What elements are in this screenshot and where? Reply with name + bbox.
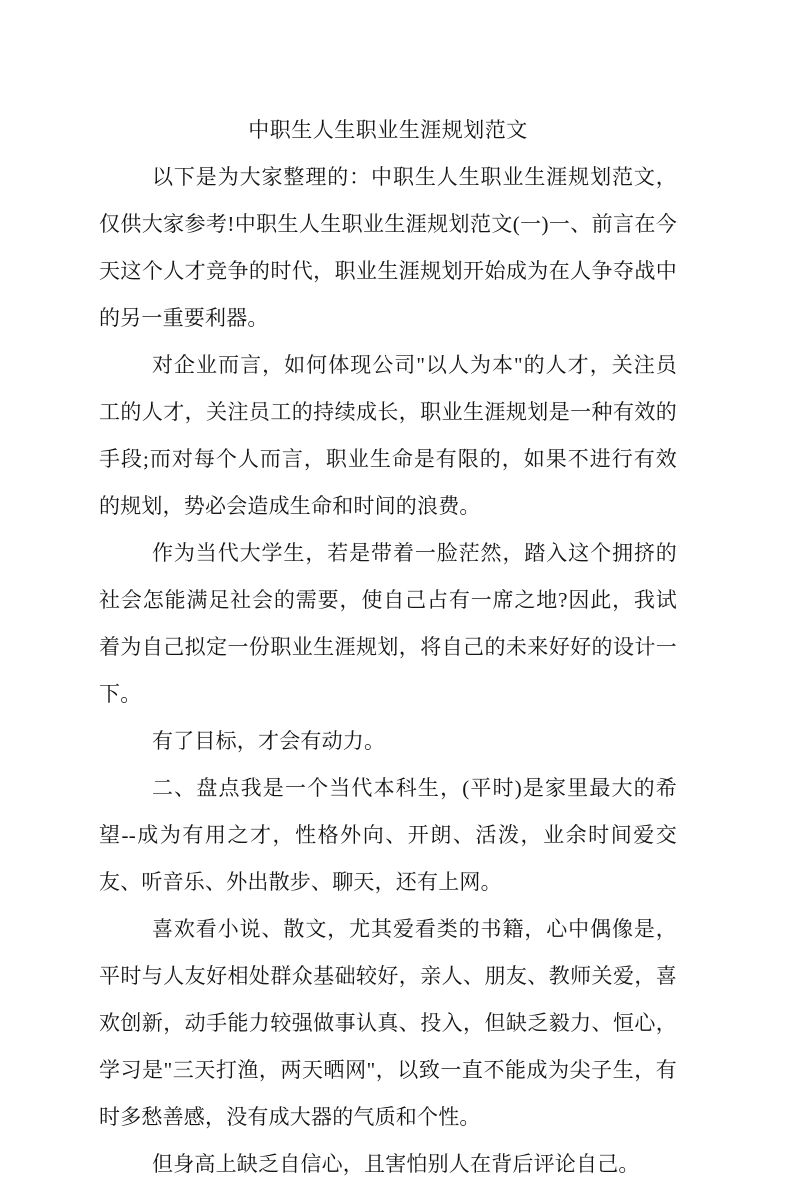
paragraph-inventory: 二、盘点我是一个当代本科生，(平时)是家里最大的希望--成为有用之才，性格外向、开朗、活泼，业余时间爱交友、听音乐、外出散步、聊天，还有上网。	[99, 776, 677, 894]
document-title: 中职生人生职业生涯规划范文	[248, 118, 528, 142]
paragraph-confidence: 但身高上缺乏自信心，且害怕别人在背后评论自己。	[152, 1152, 640, 1176]
document-body	[99, 154, 677, 1188]
paragraph-intro: 以下是为大家整理的：中职生人生职业生涯规划范文，仅供大家参考!中职生人生职业生涯规划范文(一)一、前言在今天这个人才竞争的时代，职业生涯规划开始成为在人争夺战中的另一重要利器。	[99, 165, 677, 330]
paragraph-enterprise: 对企业而言，如何体现公司"以人为本"的人才，关注员工的人才，关注员工的持续成长，职业生涯规划是一种有效的手段;而对每个人而言，职业生命是有限的，如果不进行有效的规划，势必会造成生命和时间的浪费。	[99, 353, 677, 518]
paragraph-student: 作为当代大学生，若是带着一脸茫然，踏入这个拥挤的社会怎能满足社会的需要，使自己占有一席之地?因此，我试着为自己拟定一份职业生涯规划，将自己的未来好好的设计一下。	[99, 541, 677, 706]
paragraph-goal: 有了目标，才会有动力。	[152, 729, 386, 753]
paragraph-hobbies: 喜欢看小说、散文，尤其爱看类的书籍，心中偶像是，平时与人友好相处群众基础较好，亲人、朋友、教师关爱，喜欢创新，动手能力较强做事认真、投入，但缺乏毅力、恒心，学习是"三天打渔，两天晒网"，以致一直不能成为尖子生，有时多愁善感，没有成大器的气质和个性。	[99, 917, 677, 1129]
